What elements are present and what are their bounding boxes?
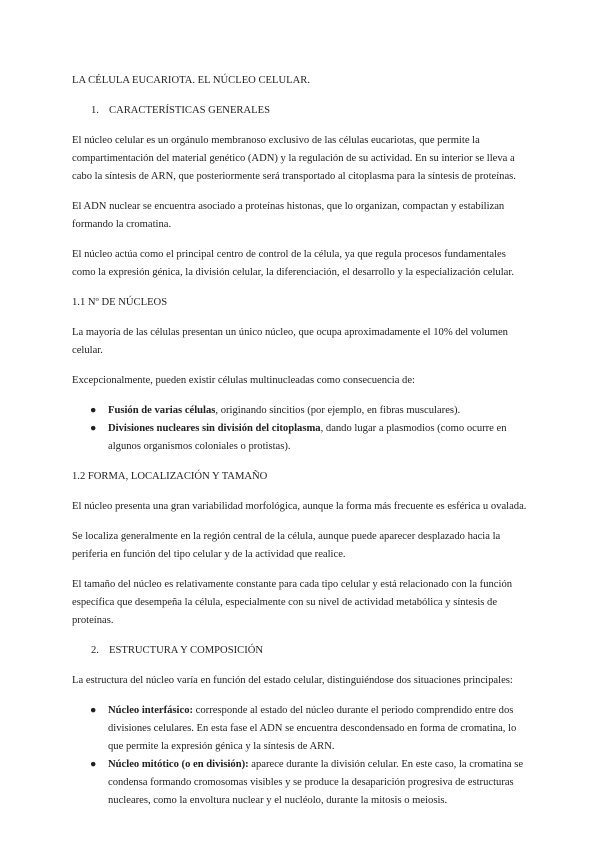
list-item-term: Divisiones nucleares sin división del citoplasma (108, 423, 321, 434)
paragraph: El ADN nuclear se encuentra asociado a proteínas histonas, que lo organizan, compactan y estabilizan formando la cromatina. (72, 201, 505, 230)
section-1-title: CARACTERÍSTICAS GENERALES (109, 105, 270, 116)
list-item-text: , dando lugar a plasmodios (como ocurre en algunos organismos coloniales o protistas). (108, 423, 507, 452)
section-2-number: 2. (91, 645, 99, 656)
document-title: LA CÉLULA EUCARIOTA. EL NÚCLEO CELULAR. (72, 75, 310, 86)
nucleus-states-list (72, 702, 528, 810)
section-2-title: ESTRUCTURA Y COMPOSICIÓN (109, 645, 264, 656)
list-item-text: , originando sincitios (por ejemplo, en fibras musculares). (215, 405, 461, 416)
list-item-term: Núcleo interfásico: (108, 705, 194, 716)
subsection-1-2-heading: 1.2 FORMA, LOCALIZACIÓN Y TAMAÑO (72, 471, 268, 482)
list-item-term: Fusión de varias células (108, 405, 216, 416)
paragraph: El núcleo presenta una gran variabilidad morfológica, aunque la forma más frecuente es esférica u ovalada. (72, 501, 527, 512)
bullet-icon: ● (90, 759, 97, 770)
bullet-icon: ● (90, 405, 97, 416)
paragraph: La mayoría de las células presentan un único núcleo, que ocupa aproximadamente el 10% del volumen celular. (72, 327, 508, 356)
list-item (72, 702, 528, 756)
list-item (72, 402, 528, 420)
list-item-text: corresponde al estado del núcleo durante el periodo comprendido entre dos divisiones celulares. En esta fase el ADN se encuentra descondensado en forma de cromatina, lo que permite la expresión génica y la síntesis de ARN. (108, 705, 517, 752)
paragraph: Se localiza generalmente en la región central de la célula, aunque puede aparecer desplazado hacia la periferia en función del tipo celular y de la actividad que realice. (72, 531, 501, 560)
list-item-term: Núcleo mitótico (o en división): (108, 759, 249, 770)
subsection-1-1-heading: 1.1 Nº DE NÚCLEOS (72, 297, 168, 308)
section-1-number: 1. (91, 105, 99, 116)
section-1-heading (72, 102, 528, 120)
paragraph: El tamaño del núcleo es relativamente constante para cada tipo celular y está relacionado con la función específica que desempeña la célula, especialmente con su nivel de actividad metabólica y síntesis de proteínas. (72, 579, 513, 626)
list-item-text: aparece durante la división celular. En este caso, la cromatina se condensa formando cromosomas visibles y se produce la desaparición progresiva de estructuras nucleares, como la envoltura nuclear y el nucléolo, durante la mitosis o meiosis. (108, 759, 524, 806)
bullet-icon: ● (90, 423, 97, 434)
paragraph: La estructura del núcleo varía en función del estado celular, distinguiéndose dos situaciones principales: (72, 675, 513, 686)
list-item (72, 420, 528, 456)
paragraph: El núcleo actúa como el principal centro de control de la célula, ya que regula procesos fundamentales como la expresión génica, la división celular, la diferenciación, el desarrollo y la especialización celular. (72, 249, 514, 278)
document-body (72, 72, 528, 822)
multinucleation-list (72, 402, 528, 456)
bullet-icon: ● (90, 705, 97, 716)
section-2-heading (72, 642, 528, 660)
list-item (72, 756, 528, 810)
paragraph: El núcleo celular es un orgánulo membranoso exclusivo de las células eucariotas, que permite la compartimentación del material genético (ADN) y la regulación de su actividad. En su interior se lleva a cabo la síntesis de ARN, que posteriormente será transportado al citoplasma para la síntesis de proteínas. (72, 135, 516, 182)
paragraph: Excepcionalmente, pueden existir células multinucleadas como consecuencia de: (72, 375, 415, 386)
